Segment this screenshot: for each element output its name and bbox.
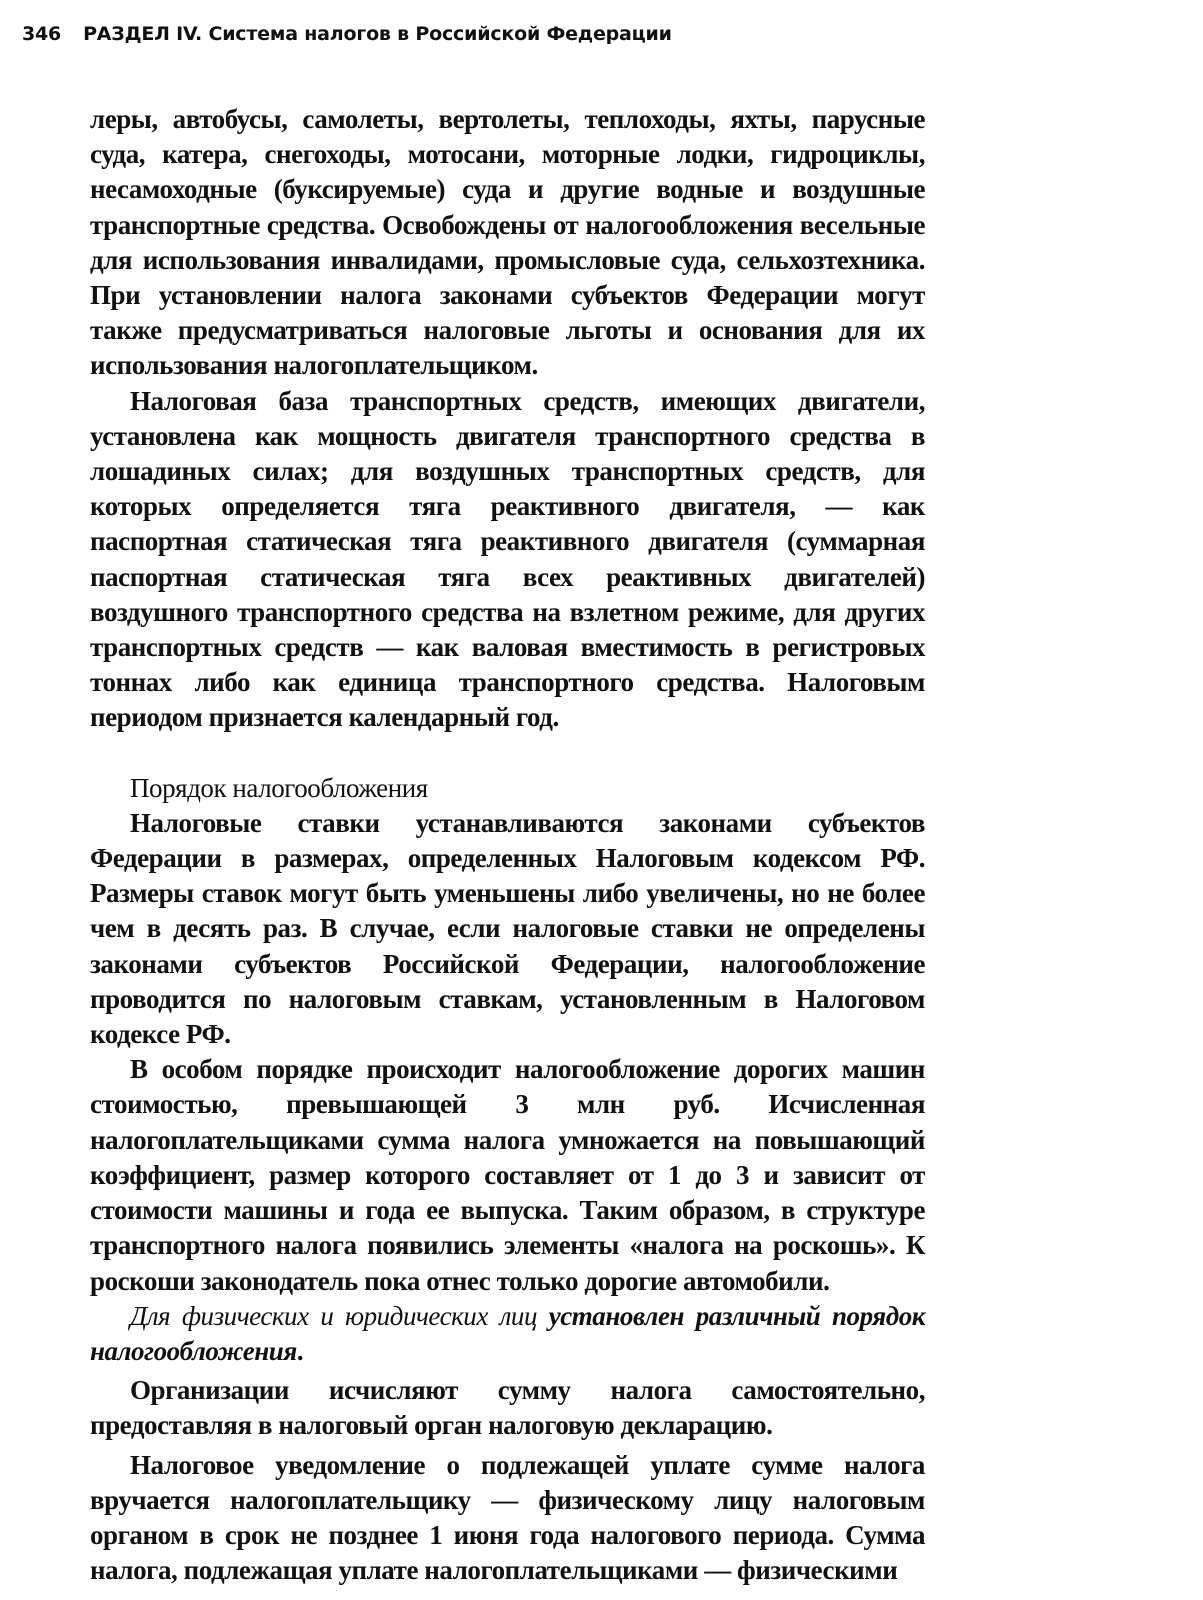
running-header: [22, 20, 922, 48]
paragraph-tax-notice: Налоговое уведомление о подлежащей уплате сумме налога вручается налогоплательщику — физическому лицу налоговым органом в срок не позднее 1 июня года налогового периода. Сумма налога, подлежащая уплате налогоплательщиками — физическими: [90, 1449, 925, 1586]
body-text: [90, 102, 925, 1588]
taxpayer-types-emphasis: установлен различный порядок налогообложения: [90, 1300, 925, 1366]
paragraph-tax-rates: Налоговые ставки устанавливаются законами субъектов Федерации в размерах, определенных Налоговым кодексом РФ. Размеры ставок могут быть уменьшены либо увеличены, но не более чем в десять раз. В случае, если налоговые ставки не определены законами субъектов Российской Федерации, налогообложение проводится по налоговым ставкам, установленным в Налоговом кодексе РФ.: [90, 807, 925, 1050]
paragraph-organizations: Организации исчисляют сумму налога самостоятельно, предоставляя в налоговый орган налоговую декларацию.: [90, 1375, 925, 1441]
page-number: 346: [22, 23, 62, 45]
section-title: РАЗДЕЛ IV. Система налогов в Российской Федерации: [83, 23, 672, 45]
paragraph-luxury-cars: В особом порядке происходит налогообложение дорогих машин стоимостью, превышающей 3 млн руб. Исчисленная налогоплательщиками сумма налога умножается на повышающий коэффициент, размер которого составляет от 1 до 3 и зависит от стоимости машины и года ее выпуска. Таким образом, в структуре транспортного налога появились элементы «налога на роскошь». К роскоши законодатель пока отнес только дорогие автомобили.: [90, 1054, 925, 1296]
paragraph-vehicles-list: леры, автобусы, самолеты, вертолеты, теплоходы, яхты, парусные суда, катера, снегоходы, мотосани, моторные лодки, гидроциклы, несамоходные (буксируемые) суда и другие водные и воздушные транспортные средства. Освобождены от налогообложения весельные для использования инвалидами, промысловые суда, сельхозтехника. При установлении налога законами субъектов Федерации могут также предусматриваться налоговые льготы и основания для их использования налогоплательщиком.: [90, 104, 925, 381]
paragraph-tax-base: Налоговая база транспортных средств, имеющих двигатели, установлена как мощность двигателя транспортного средства в лошадиных силах; для воздушных транспортных средств, для которых определяется тяга реактивного двигателя, — как паспортная статическая тяга реактивного двигателя (суммарная паспортная статическая тяга всех реактивных двигателей) воздушного транспортного средства на взлетном режиме, для других транспортных средств — как валовая вместимость в регистровых тоннах либо как единица транспортного средства. Налоговым периодом признается календарный год.: [90, 385, 925, 733]
taxpayer-types-lead: Для физических и юридических лиц: [130, 1300, 537, 1331]
subheading-taxation-procedure: Порядок налогообложения: [130, 772, 428, 803]
paragraph-taxpayer-types: [90, 1299, 925, 1369]
taxpayer-types-period: .: [296, 1335, 304, 1366]
